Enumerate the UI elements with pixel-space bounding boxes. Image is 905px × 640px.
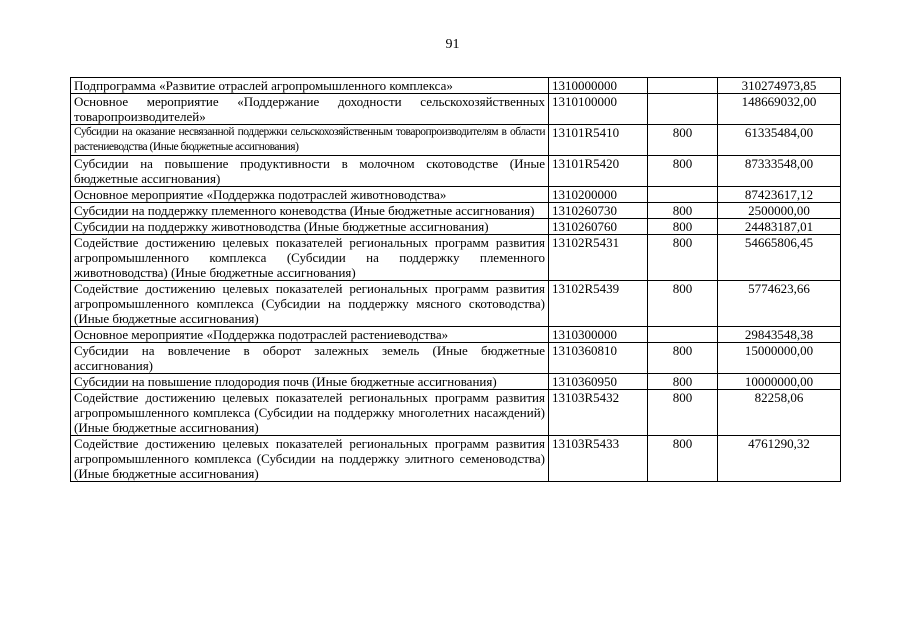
row-code: 1310260730 [549, 203, 648, 219]
row-amount: 148669032,00 [718, 94, 841, 125]
row-type: 800 [648, 219, 718, 235]
row-type [648, 327, 718, 343]
row-amount: 82258,06 [718, 390, 841, 436]
row-type: 800 [648, 281, 718, 327]
row-code: 1310200000 [549, 187, 648, 203]
row-name: Субсидии на вовлечение в оборот залежных земель (Иные бюджетные ассигнования) [71, 343, 549, 374]
row-amount: 4761290,32 [718, 436, 841, 482]
row-amount: 10000000,00 [718, 374, 841, 390]
row-type: 800 [648, 436, 718, 482]
row-code: 13103R5432 [549, 390, 648, 436]
row-code: 1310260760 [549, 219, 648, 235]
row-amount: 310274973,85 [718, 78, 841, 94]
row-name: Содействие достижению целевых показателей региональных программ развития агропромышленного комплекса (Субсидии на поддержку племенного животноводства) (Иные бюджетные ассигнования) [71, 235, 549, 281]
row-name: Субсидии на повышение плодородия почв (Иные бюджетные ассигнования) [71, 374, 549, 390]
row-amount: 61335484,00 [718, 125, 841, 156]
row-name: Основное мероприятие «Поддержание доходности сельскохозяйственных товаропроизводителей» [71, 94, 549, 125]
row-code: 1310360810 [549, 343, 648, 374]
row-amount: 87333548,00 [718, 156, 841, 187]
row-code: 13101R5420 [549, 156, 648, 187]
row-code: 13101R5410 [549, 125, 648, 156]
table-row [71, 374, 841, 390]
row-name: Субсидии на поддержку животноводства (Иные бюджетные ассигнования) [71, 219, 549, 235]
row-name: Основное мероприятие «Поддержка подотраслей животноводства» [71, 187, 549, 203]
row-type: 800 [648, 125, 718, 156]
row-name: Субсидии на оказание несвязанной поддержки сельскохозяйственным товаропроизводителям в области растениеводства (Иные бюджетные ассигнования) [71, 125, 549, 156]
row-code: 13102R5439 [549, 281, 648, 327]
row-name: Содействие достижению целевых показателей региональных программ развития агропромышленного комплекса (Субсидии на поддержку элитного семеноводства) (Иные бюджетные ассигнования) [71, 436, 549, 482]
row-type: 800 [648, 203, 718, 219]
row-amount: 5774623,66 [718, 281, 841, 327]
table-row [71, 94, 841, 125]
row-type: 800 [648, 235, 718, 281]
row-type: 800 [648, 374, 718, 390]
table-row [71, 281, 841, 327]
row-type [648, 78, 718, 94]
table-row [71, 203, 841, 219]
row-name: Субсидии на поддержку племенного коневодства (Иные бюджетные ассигнования) [71, 203, 549, 219]
row-code: 13103R5433 [549, 436, 648, 482]
row-code: 1310000000 [549, 78, 648, 94]
table-row [71, 390, 841, 436]
row-amount: 87423617,12 [718, 187, 841, 203]
row-amount: 15000000,00 [718, 343, 841, 374]
row-amount: 24483187,01 [718, 219, 841, 235]
row-type: 800 [648, 343, 718, 374]
table-row [71, 125, 841, 156]
table-row [71, 156, 841, 187]
row-code: 13102R5431 [549, 235, 648, 281]
page-number: 91 [445, 37, 460, 52]
row-name: Подпрограмма «Развитие отраслей агропромышленного комплекса» [71, 78, 549, 94]
table-row [71, 78, 841, 94]
row-type [648, 187, 718, 203]
row-type: 800 [648, 390, 718, 436]
row-name: Содействие достижению целевых показателей региональных программ развития агропромышленного комплекса (Субсидии на поддержку многолетних насаждений) (Иные бюджетные ассигнования) [71, 390, 549, 436]
row-amount: 54665806,45 [718, 235, 841, 281]
row-amount: 2500000,00 [718, 203, 841, 219]
row-type [648, 94, 718, 125]
table-row [71, 235, 841, 281]
row-code: 1310360950 [549, 374, 648, 390]
table-row [71, 343, 841, 374]
row-name: Основное мероприятие «Поддержка подотраслей растениеводства» [71, 327, 549, 343]
table-row [71, 327, 841, 343]
row-name: Субсидии на повышение продуктивности в молочном скотоводстве (Иные бюджетные ассигнования) [71, 156, 549, 187]
table-row [71, 187, 841, 203]
table-row [71, 436, 841, 482]
row-name: Содействие достижению целевых показателей региональных программ развития агропромышленного комплекса (Субсидии на поддержку мясного скотоводства) (Иные бюджетные ассигнования) [71, 281, 549, 327]
budget-table [70, 77, 841, 482]
row-type: 800 [648, 156, 718, 187]
row-amount: 29843548,38 [718, 327, 841, 343]
row-code: 1310300000 [549, 327, 648, 343]
row-code: 1310100000 [549, 94, 648, 125]
table-row [71, 219, 841, 235]
